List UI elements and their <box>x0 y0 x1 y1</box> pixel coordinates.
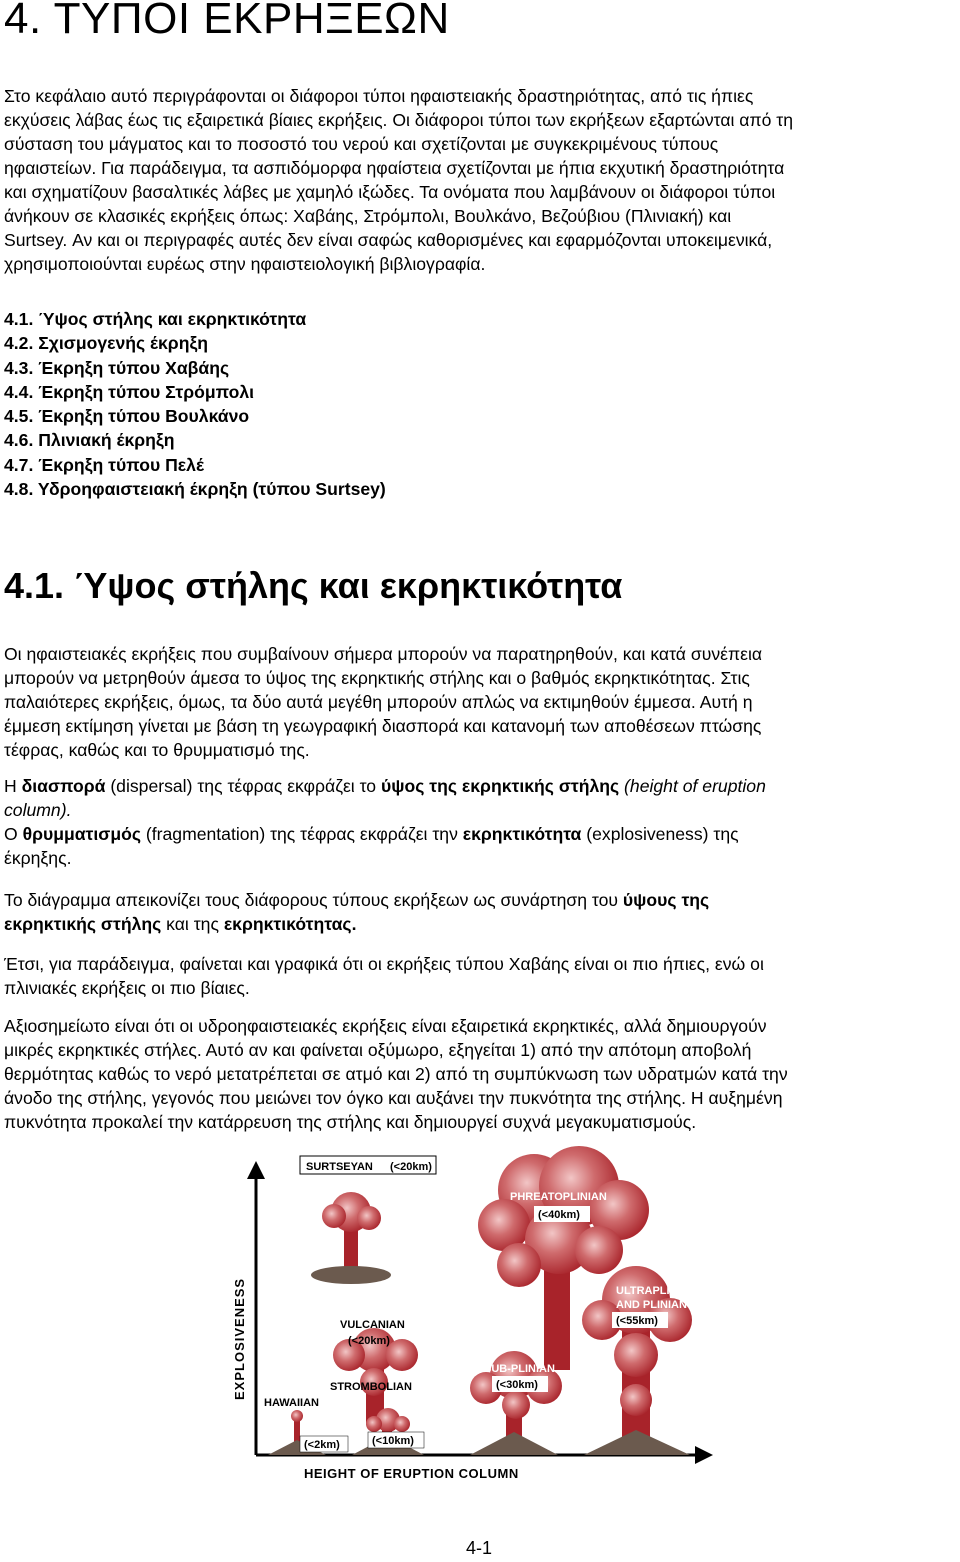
toc-item[interactable]: 4.6. Πλινιακή έκρηξη <box>4 430 175 451</box>
hydro-paragraph: Αξιοσημείωτο είναι ότι οι υδροηφαιστειακές εκρήξεις είναι εξαιρετικά εκρηκτικές, αλλά δημιουργούν μικρές εκρηκτικές στήλες. Αυτό αν και φαίνεται οξύμωρο, εξηγείται 1) από την απότομη αποβολή θερμότητας καθώς το νερό μετατρέπεται σε ατμό και 2) από τη συμπύκνωση των υδρατμών κατά την άνοδο της στήλης, γεγονός που μειώνει τον όγκο και αυξάνει την πυκνότητα της στήλης. Η αυξημένη πυκνότητα προκαλεί την κατάρρευση της στήλης και δημιουργεί συχνά μεγακυματισμούς. <box>4 1016 788 1132</box>
example-paragraph: Έτσι, για παράδειγμα, φαίνεται και γραφικά ότι οι εκρήξεις τύπου Χαβάης είναι οι πιο ήπιες, ενώ οι πλινιακές εκρήξεις οι πιο βίαιες. <box>4 954 764 998</box>
svg-text:ULTRAPLINIAN: ULTRAPLINIAN <box>616 1285 697 1297</box>
section-title: 4.1. Ύψος στήλης και εκρηκτικότητα <box>4 565 623 606</box>
svg-text:(<40km): (<40km) <box>538 1209 580 1221</box>
body-paragraph: Οι ηφαιστειακές εκρήξεις που συμβαίνουν σήμερα μπορούν να παρατηρηθούν, και κατά συνέπεια μπορούν να μετρηθούν άμεσα το ύψος της εκρηκτικής στήλης και ο βαθμός εκρηκτικότητας. Στις παλαιότερες εκρήξεις, όμως, τα δύο αυτά μεγέθη μπορούν απλώς να εκτιμηθούν έμμεσα. Αυτή η έμμεση εκτίμηση γίνεται με βάση τη γεωγραφική διασπορά και κατανομή των αποθέσεων πτώσης τέφρας, καθώς και το θρυμματισμό της. <box>4 644 763 760</box>
svg-text:VULCANIAN: VULCANIAN <box>340 1319 405 1331</box>
svg-text:(<20km): (<20km) <box>390 1161 432 1173</box>
toc-item[interactable]: 4.5. Έκρηξη τύπου Βουλκάνο <box>4 406 250 427</box>
toc-item[interactable]: 4.4. Έκρηξη τύπου Στρόμπολι <box>4 381 255 402</box>
svg-text:SURTSEYAN: SURTSEYAN <box>306 1161 373 1173</box>
dispersal-paragraph: Η διασπορά (dispersal) της τέφρας εκφράζει το ύψος της εκρηκτικής στήλης (height of eruption column). <box>4 776 766 820</box>
svg-text:SUB-PLINIAN: SUB-PLINIAN <box>484 1363 555 1375</box>
surtseyan-plume <box>311 1192 391 1284</box>
toc-item[interactable]: 4.3. Έκρηξη τύπου Χαβάης <box>4 357 230 378</box>
svg-text:(<20km): (<20km) <box>348 1335 390 1347</box>
toc-item[interactable]: 4.7. Έκρηξη τύπου Πελέ <box>4 454 204 475</box>
svg-text:(<30km): (<30km) <box>496 1379 538 1391</box>
svg-text:STROMBOLIAN: STROMBOLIAN <box>330 1381 412 1393</box>
table-of-contents <box>4 307 386 501</box>
toc-item[interactable]: 4.1. Ύψος στήλης και εκρηκτικότητα <box>4 309 307 329</box>
page-number: 4-1 <box>466 1538 493 1558</box>
svg-text:HAWAIIAN: HAWAIIAN <box>264 1397 319 1409</box>
svg-text:AND PLINIAN: AND PLINIAN <box>616 1299 687 1311</box>
svg-text:(<10km): (<10km) <box>372 1435 414 1447</box>
svg-text:(<2km): (<2km) <box>304 1439 340 1451</box>
svg-text:(<55km): (<55km) <box>616 1315 658 1327</box>
toc-item[interactable]: 4.2. Σχισμογενής έκρηξη <box>4 333 209 354</box>
diagram-intro-paragraph: Το διάγραμμα απεικονίζει τους διάφορους τύπους εκρήξεων ως συνάρτηση του ύψους της εκρηκτικής στήλης και της εκρηκτικότητας. <box>4 890 710 934</box>
fragmentation-paragraph: Ο θρυμματισμός (fragmentation) της τέφρας εκφράζει την εκρηκτικότητα (explosiveness) της έκρηξης. <box>4 824 739 868</box>
chapter-title: 4. ΤΥΠΟΙ ΕΚΡΗΞΕΩΝ <box>4 0 450 43</box>
eruption-types-diagram <box>234 1150 714 1490</box>
toc-item[interactable]: 4.8. Υδροηφαιστειακή έκρηξη (τύπου Surtsey) <box>4 479 386 500</box>
intro-paragraph: Στο κεφάλαιο αυτό περιγράφονται οι διάφοροι τύποι ηφαιστειακής δραστηριότητας, από τις ήπιες εκχύσεις λάβας έως τις εξαιρετικά βίαιες εκρήξεις. Οι διάφοροι τύποι των εκρήξεων εξαρτώνται από τη σύσταση του μάγματος και το ποσοστό του νερού και σχετίζονται με συγκεκριμένους τύπους ηφαιστείων. Για παράδειγμα, τα ασπιδόμορφα ηφαίστεια σχετίζονται με ήπια εκχυτική δραστηριότητα και σχηματίζουν βασαλτικές λάβες με χαμηλό ιξώδες. Τα ονόματα που λαμβάνουν οι διάφοροι τύποι άνήκουν σε κλασικές εκρήξεις όπως: Χαβάης, Στρόμπολι, Βουλκάνο, Βεζούβιου (Πλινιακή) και Surtsey. Αν και οι περιγραφές αυτές δεν είναι σαφώς καθορισμένες και εφαρμόζονται υποκειμενικά, χρησιμοποιούνται ευρέως στην ηφαιστειολογική βιβλιογραφία. <box>4 86 794 274</box>
x-axis-label: HEIGHT OF ERUPTION COLUMN <box>304 1466 519 1481</box>
y-axis-label: EXPLOSIVENESS <box>232 1277 247 1400</box>
svg-text:PHREATOPLINIAN: PHREATOPLINIAN <box>510 1191 607 1203</box>
